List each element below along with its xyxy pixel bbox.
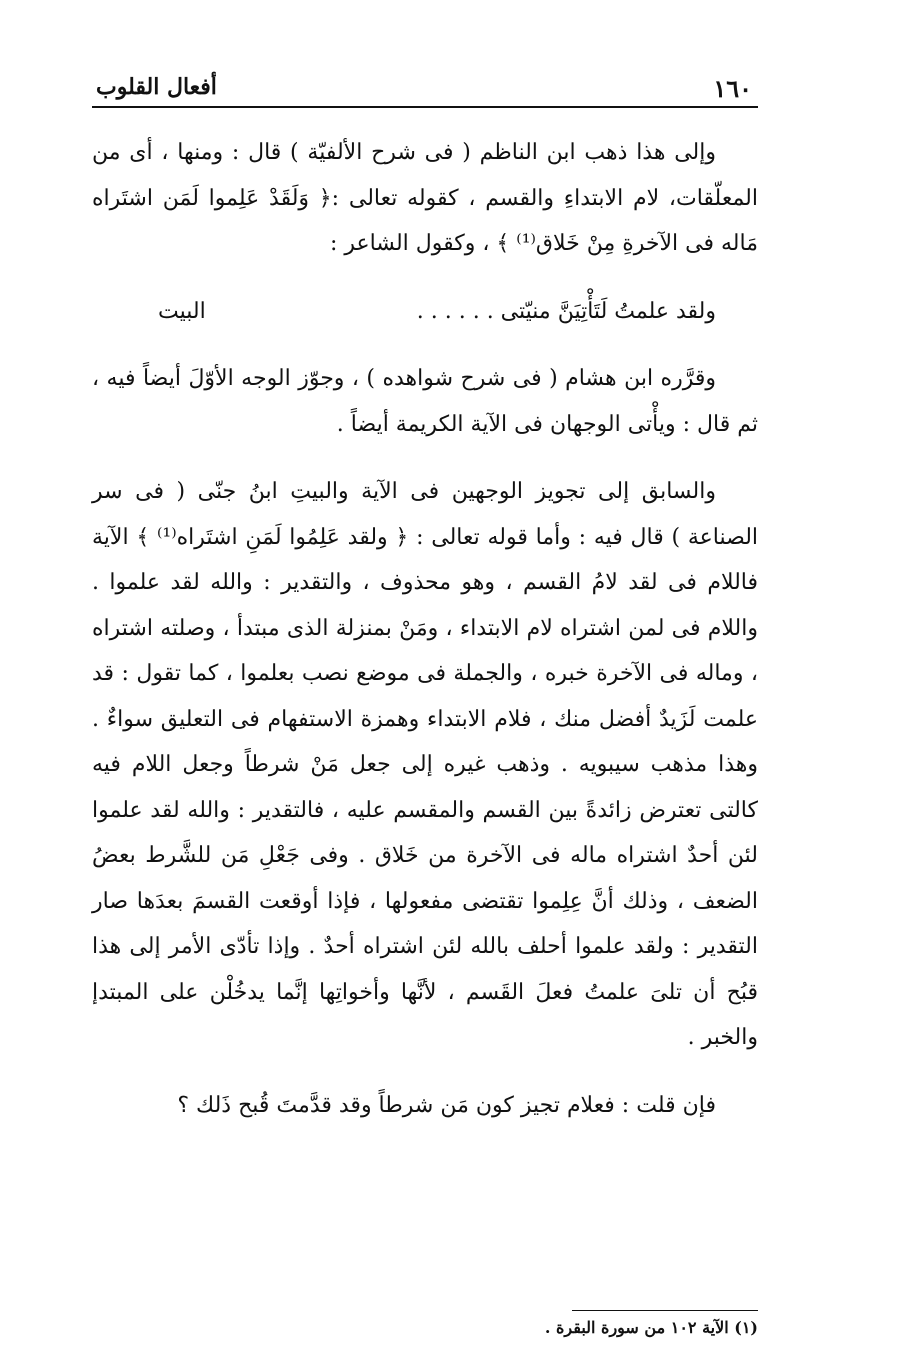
verse-line: ولقد علمتُ لَتَأْتِيَنَّ منيّتى . . . . . . bbox=[416, 298, 716, 324]
book-page bbox=[92, 70, 759, 1337]
paragraph-ibn-al-nazim: وإلى هذا ذهب ابن الناظم ( فى شرح الألفيّة ) قال : ومنها ، أى من المعلّقات، لام الابتداءِ والقسم ، كقوله تعالى :﴿ وَلَقَدْ عَلِموا لَمَن اشتَراه مَاله فى الآخرةِ مِنْ خَلاق⁽¹⁾ ﴾ ، وكقول الشاعر : bbox=[92, 140, 758, 256]
running-title: أفعال القلوب bbox=[96, 74, 217, 100]
footnote-divider bbox=[572, 1310, 758, 1311]
page-number: ١٦٠ bbox=[713, 74, 752, 103]
footnote: (١) الآية ١٠٢ من سورة البقرة . bbox=[544, 1318, 758, 1337]
paragraph-ibn-hisham: وقرَّره ابن هشام ( فى شرح شواهده ) ، وجوّز الوجه الأوّلَ أيضاً فيه ، ثم قال : ويأْتى الوجهان فى الآية الكريمة أيضاً . bbox=[92, 366, 758, 437]
verse-tag: البيت bbox=[158, 298, 206, 324]
paragraph-question: فإن قلت : فعلام تجيز كون مَن شرطاً وقد قدَّمتَ قُبح ذَلك ؟ bbox=[177, 1092, 716, 1118]
poetry-verse bbox=[92, 289, 758, 335]
paragraph-ibn-jinni: والسابق إلى تجويز الوجهين فى الآية والبيتِ ابنُ جنّى ( فى سر الصناعة ) قال فيه : وأما قوله تعالى : ﴿ ولقد عَلِمُوا لَمَنِ اشتَراه⁽¹⁾ ﴾ الآية فاللام فى لقد لامُ القسم ، وهو محذوف ، والتقدير : والله لقد علموا . واللام فى لمن اشتراه لام الابتداء ، ومَنْ بمنزلة الذى مبتدأ ، وصلته اشتراه ، وماله فى الآخرة خبره ، والجملة فى موضع نصب بعلموا ، كما تقول : قد علمت لَزَيدٌ أفضل منك ، فلام الابتداء وهمزة الاستفهام فى التعليق سواءٌ . وهذا مذهب سيبويه . وذهب غيره إلى جعل مَنْ شرطاً وجعل اللام فيه كالتى تعترض زائدةً بين القسم والمقسم عليه ، فالتقدير : والله لقد علموا لئن أحدٌ اشتراه ماله فى الآخرة من خَلاق . وفى جَعْلِ مَن للشَّرط بعضُ الضعف ، وذلك أنَّ عِلِموا تقتضى مفعولها ، فإذا أوقعت القسمَ بعدَها صار التقدير : ولقد علموا أحلف بالله لئن اشتراه أحدٌ . وإذا تأدّى الأمر إلى هذا قبُح أن تلىَ علمتُ فعلَ القَسم ، لأنَّها وأخواتِها إنَّما يدخُلْن على المبتدإ والخبر . bbox=[92, 479, 759, 1050]
page-header bbox=[92, 70, 758, 108]
body-text bbox=[92, 130, 758, 1128]
